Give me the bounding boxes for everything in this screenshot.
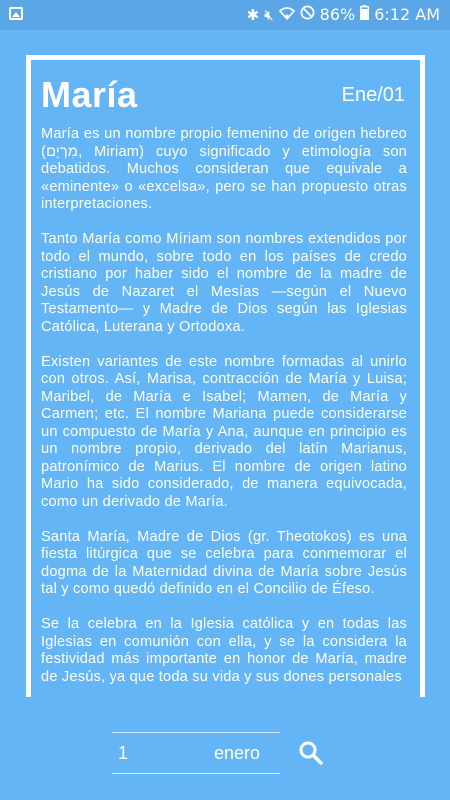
paragraph: Santa María, Madre de Dios (gr. Theotokos) es una fiesta litúrgica que se celebra para conmemorar el dogma de la Maternidad divina de María sobre Jesús tal y como quedó definido en el Concilio de Éfeso. (41, 528, 407, 597)
picker-divider (112, 773, 280, 774)
search-icon (298, 740, 324, 766)
blocked-icon (300, 5, 315, 25)
paragraph: Se la celebra en la Iglesia católica y en todas las Iglesias en comunión con ella, y se la considera la festividad más importante en honor de María, madre de Jesús, ya que toda su vida y sus dones personales (41, 616, 407, 685)
paragraph: Tanto María como Míriam son nombres extendidos por todo el mundo, sobre todo en los países de credo cristiano por haber sido el nombre de la madre de Jesús de Nazaret el Mesías —según el Nuevo Testamento— y Madre de Dios según las Iglesias Católica, Luterana y Ortodoxa. (41, 231, 407, 335)
name-card (26, 55, 425, 697)
status-bar (0, 0, 450, 30)
date-picker[interactable] (112, 716, 280, 788)
date-label: Ene/01 (341, 84, 405, 106)
battery-percent: 86% (319, 5, 356, 24)
day-spinner[interactable]: 1 (118, 743, 129, 763)
picker-divider (112, 732, 280, 733)
paragraph: María es un nombre propio femenino de origen hebreo (מִרְיָם, Miriam) cuyo significado y etimología son debatidos. Muchos consideran que equivale a «eminente» o «excelsa», pero se han propuesto otras interpretaciones. (41, 126, 407, 212)
status-icons (247, 5, 440, 25)
search-button[interactable] (298, 740, 324, 766)
paragraph: Existen variantes de este nombre formadas al unirlo con otros. Así, Marisa, contracción de María y Luisa; Maribel, de María e Isabel; Mamen, de María y Carmen; etc. El nombre Mariana puede considerarse un compuesto de María y Ana, aunque en principio es un nombre propio, derivado del latín Marianus, patronímico de Marius. El nombre de origen latino Mario ha sido considerado, de manera equivocada, como un derivado de María. (41, 353, 407, 510)
clock: 6:12 AM (374, 5, 440, 24)
gallery-icon (9, 7, 23, 20)
bluetooth-icon: ✱ (246, 6, 260, 24)
month-spinner[interactable]: enero (214, 743, 261, 763)
battery-icon (360, 5, 369, 25)
name-title: María (41, 74, 138, 115)
mute-icon: 🔇︎ (264, 6, 274, 24)
wifi-icon (279, 5, 295, 25)
card-content (31, 60, 420, 697)
description-text[interactable] (41, 126, 407, 697)
